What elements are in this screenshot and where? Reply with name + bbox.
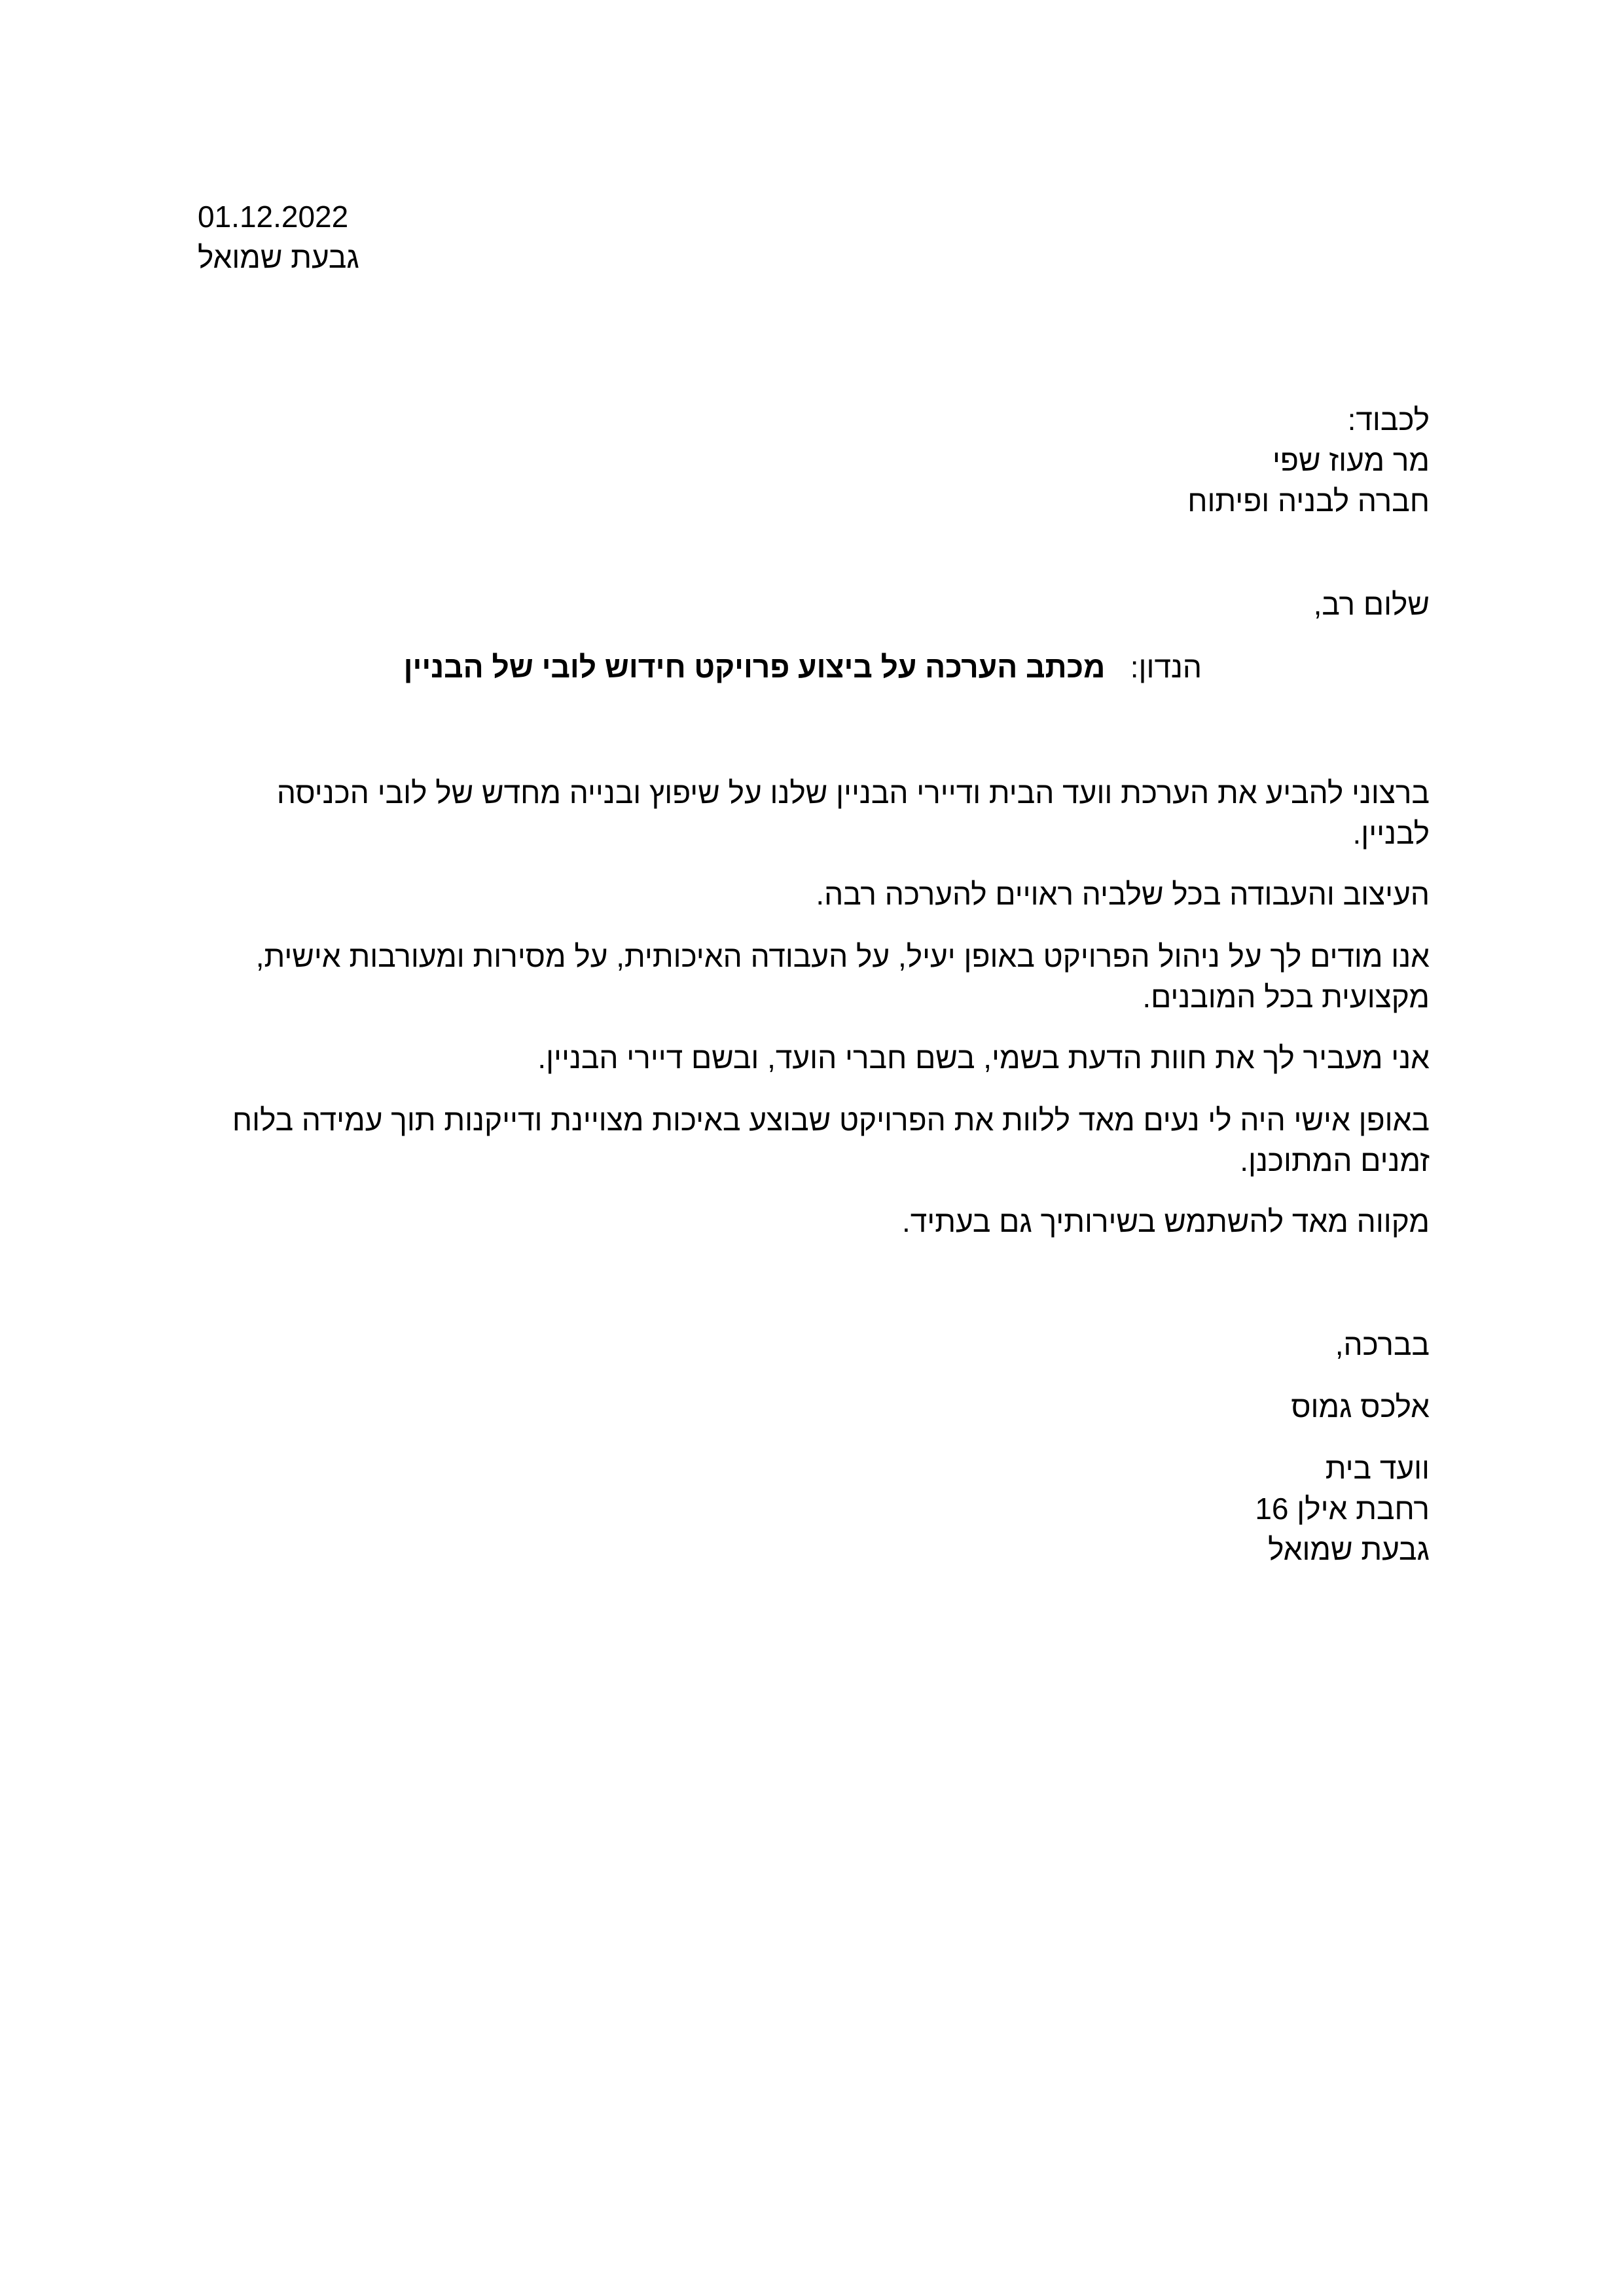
body-paragraph-6: מקווה מאד להשתמש בשירותיך גם בעתיד. <box>902 1204 1430 1238</box>
body-paragraph-4: אני מעביר לך את חוות הדעת בשמי, בשם חברי הועד, ובשם דיירי הבניין. <box>537 1041 1430 1075</box>
body-paragraph-1-line-2: לבניין. <box>1352 816 1430 850</box>
recipient-name: מר מעוז שפי <box>1272 443 1430 477</box>
body-paragraph-5-line-2: זמנים המתוכנן. <box>1240 1143 1430 1177</box>
signer-role: וועד בית <box>1325 1451 1430 1485</box>
recipient-to-label: לכבוד: <box>1347 403 1430 437</box>
subject-text: מכתב הערכה על ביצוע פרויקט חידוש לובי של הבניין <box>403 650 1106 684</box>
recipient-company: חברה לבניה ופיתוח <box>1187 484 1430 518</box>
body-paragraph-1-line-1: ברצוני להביע את הערכת וועד הבית ודיירי הבניין שלנו על שיפוץ ובנייה מחדש של לובי הכניסה <box>276 776 1430 810</box>
body-paragraph-2: העיצוב והעבודה בכל שלביה ראויים להערכה רבה. <box>816 877 1430 911</box>
subject-line <box>404 647 1202 687</box>
body-paragraph-3-line-2: מקצועית בכל המובנים. <box>1142 980 1430 1014</box>
date: 01.12.2022 <box>198 200 349 234</box>
body-paragraph-3-line-1: אנו מודים לך על ניהול הפרויקט באופן יעיל, על העבודה האיכותית, על מסירות ומעורבות אישית, <box>255 939 1430 973</box>
body-paragraph-5-line-1: באופן אישי היה לי נעים מאד ללוות את הפרויקט שבוצע באיכות מצויינת ודייקנות תוך עמידה בלוח <box>232 1103 1430 1137</box>
closing-blessing: בברכה, <box>1335 1327 1430 1361</box>
subject-label: הנדון: <box>1130 650 1202 684</box>
signer-street: רחבת אילן 16 <box>1255 1492 1430 1526</box>
signer-name: אלכס גמוס <box>1291 1390 1430 1424</box>
greeting: שלום רב, <box>1313 587 1430 621</box>
signer-city: גבעת שמואל <box>1268 1532 1430 1566</box>
letter-location: גבעת שמואל <box>198 240 359 274</box>
